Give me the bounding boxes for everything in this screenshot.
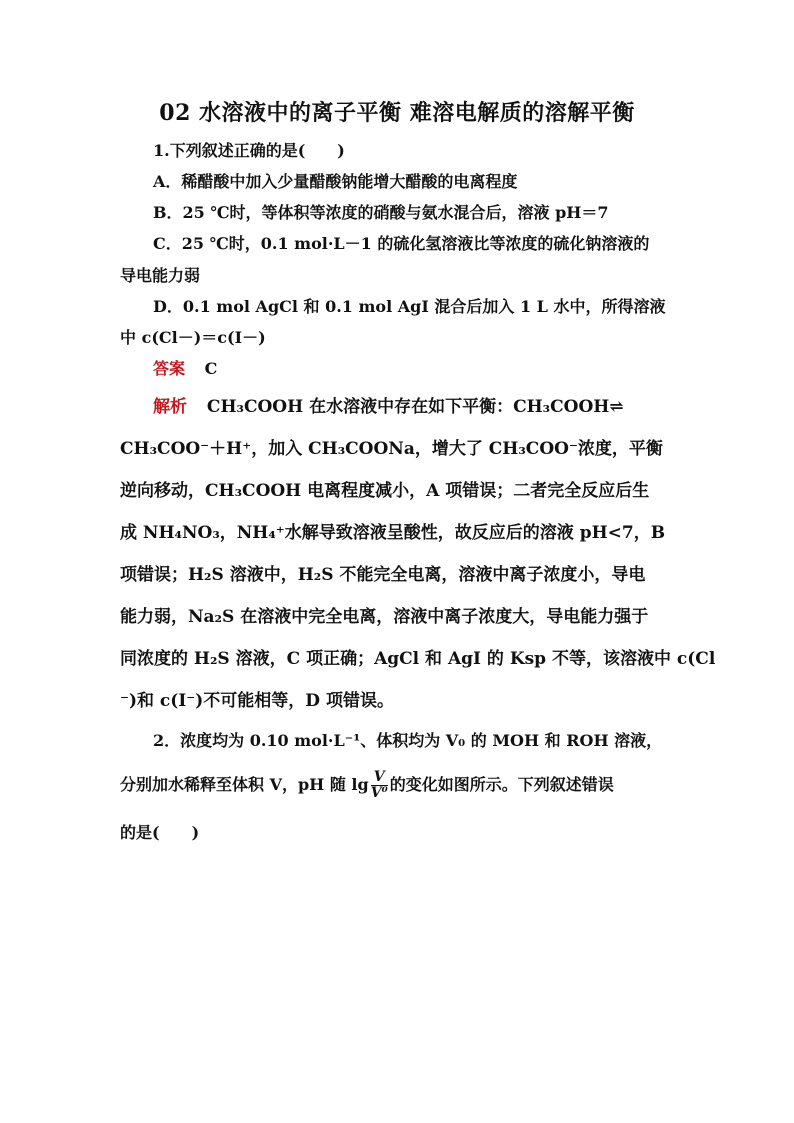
analysis-label: 解析 xyxy=(153,397,187,417)
q1-option-d-line2: 中 c(Cl－)＝c(I－) xyxy=(120,328,266,347)
q1-option-c-line2: 导电能力弱 xyxy=(120,266,201,285)
q1-analysis-line8: ⁻)和 c(I⁻)不可能相等，D 项错误。 xyxy=(120,691,394,711)
q1-analysis-line2: CH₃COO⁻＋H⁺，加入 CH₃COONa，增大了 CH₃COO⁻浓度，平衡 xyxy=(120,439,663,459)
lg-fraction xyxy=(371,770,388,801)
q1-option-d-line1: D．0.1 mol AgCl 和 0.1 mol AgI 混合后加入 1 L 水中，所得溶液 xyxy=(153,297,666,316)
fraction-denominator: V⁰ xyxy=(370,785,388,801)
q1-analysis-line5: 项错误；H₂S 溶液中，H₂S 不能完全电离，溶液中离子浓度小，导电 xyxy=(120,565,646,585)
q1-analysis-line4: 成 NH₄NO₃，NH₄⁺水解导致溶液呈酸性，故反应后的溶液 pH<7，B xyxy=(120,523,666,543)
q2-line1: 2．浓度均为 0.10 mol·L⁻¹、体积均为 V₀ 的 MOH 和 ROH 溶液， xyxy=(153,731,663,750)
q1-analysis-line1 xyxy=(153,396,624,418)
q2-line2 xyxy=(120,770,614,801)
q2-line2-after: 的变化如图所示。下列叙述错误 xyxy=(389,775,614,794)
answer-label: 答案 xyxy=(153,359,186,378)
q1-answer xyxy=(153,358,217,380)
q1-option-a: A．稀醋酸中加入少量醋酸钠能增大醋酸的电离程度 xyxy=(153,172,518,191)
q1-stem: 1.下列叙述正确的是( ) xyxy=(153,141,345,160)
q1-analysis-line6: 能力弱，Na₂S 在溶液中完全电离，溶液中离子浓度大，导电能力强于 xyxy=(120,607,649,627)
fraction-numerator: V xyxy=(371,770,388,786)
q2-line2-before: 分别加水稀释至体积 V，pH 随 lg xyxy=(120,775,369,794)
answer-value: C xyxy=(204,359,218,378)
q2-line3: 的是( ) xyxy=(120,823,200,842)
q1-analysis-line7: 同浓度的 H₂S 溶液，C 项正确；AgCl 和 AgI 的 Ksp 不等，该溶液中 c(Cl xyxy=(120,649,716,669)
page-title: 02 水溶液中的离子平衡 难溶电解质的溶解平衡 xyxy=(159,100,635,126)
analysis-text: CH₃COOH 在水溶液中存在如下平衡：CH₃COOH⇌ xyxy=(206,397,624,417)
q1-option-c-line1: C．25 ℃时，0.1 mol·L－1 的硫化氢溶液比等浓度的硫化钠溶液的 xyxy=(153,234,650,253)
q1-analysis-line3: 逆向移动，CH₃COOH 电离程度减小，A 项错误；二者完全反应后生 xyxy=(120,481,650,501)
q1-option-b: B．25 ℃时，等体积等浓度的硝酸与氨水混合后，溶液 pH＝7 xyxy=(153,203,609,222)
